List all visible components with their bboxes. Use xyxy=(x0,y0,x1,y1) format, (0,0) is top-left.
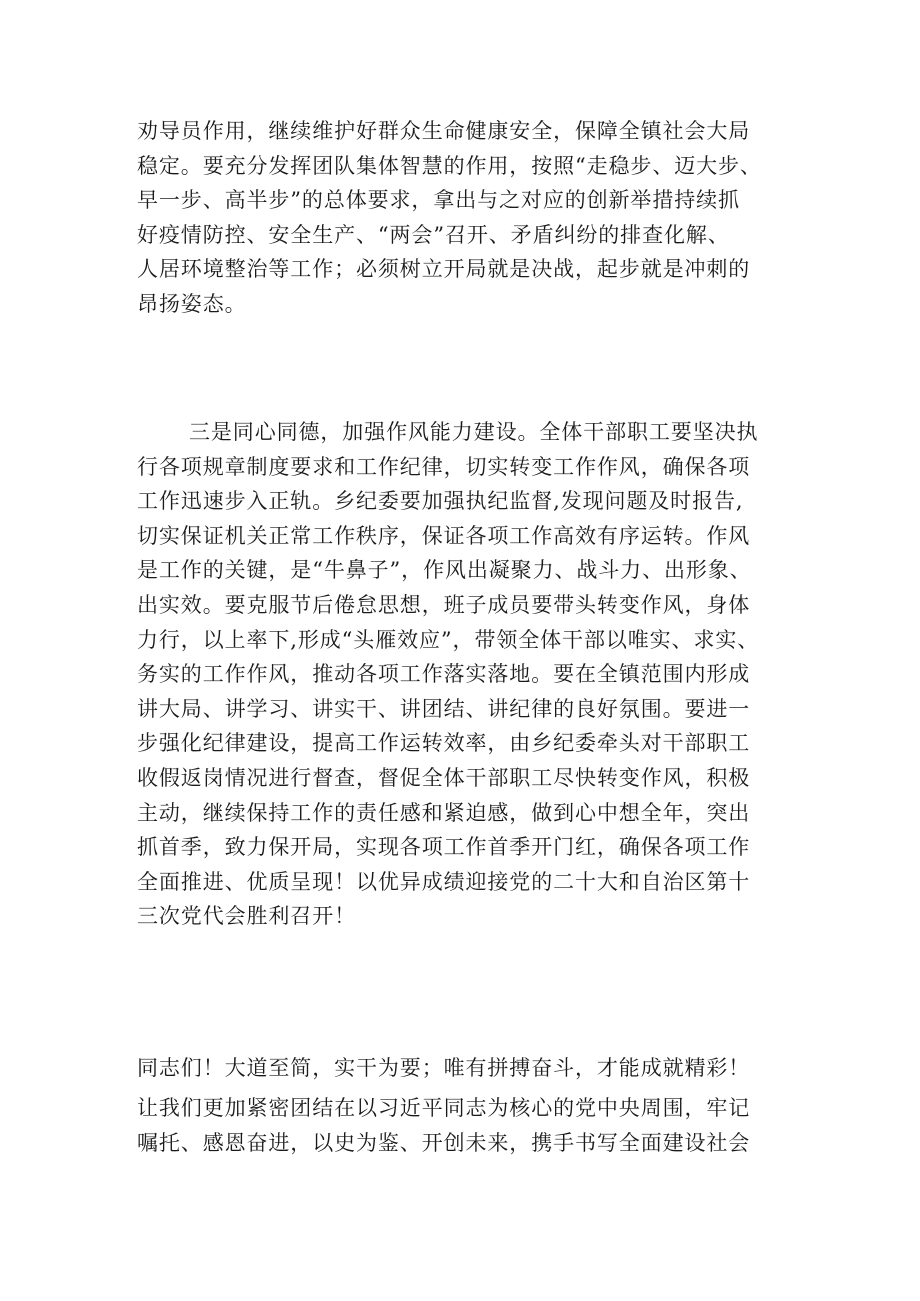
text-line: 步强化纪律建设，提高工作运转效率，由乡纪委牵头对干部职工 xyxy=(137,731,751,756)
text-line: 三次党代会胜利召开！ xyxy=(137,904,356,929)
paragraph-closing-unity xyxy=(137,1091,797,1160)
text-line: 早一步、高半步”的总体要求，拿出与之对应的创新举措持续抓 xyxy=(137,188,740,213)
text-line: 全面推进、优质呈现！以优异成绩迎接党的二十大和自治区第十 xyxy=(137,869,751,894)
text-line: 务实的工作作风，推动各项工作落实落地。要在全镇范围内形成 xyxy=(137,662,751,687)
text-line: 抓首季，致力保开局，实现各项工作首季开门红，确保各项工作 xyxy=(137,835,751,860)
text-line: 收假返岗情况进行督查，督促全体干部职工尽快转变作风，积极 xyxy=(137,765,751,790)
text-line: 让我们更加紧密团结在以习近平同志为核心的党中央周围，牢记 xyxy=(137,1096,751,1120)
paragraph-closing-call xyxy=(137,1051,797,1086)
text-line: 好疫情防控、安全生产、“两会”召开、矛盾纠纷的排查化解、 xyxy=(137,222,730,247)
text-line-first: 三是同心同德，加强作风能力建设。全体干部职工要坚决执 xyxy=(189,420,759,444)
text-line: 稳定。要充分发挥团队集体智慧的作用，按照“走稳步、迈大步、 xyxy=(137,153,762,178)
text-line: 行各项规章制度要求和工作纪律，切实转变工作作风，确保各项 xyxy=(137,454,751,479)
text-line: 昂扬姿态。 xyxy=(137,291,247,316)
text-line: 是工作的关键，是“牛鼻子”，作风出凝聚力、战斗力、出形象、 xyxy=(137,558,752,583)
text-line: 人居环境整治等工作；必须树立开局就是决战，起步就是冲刺的 xyxy=(137,257,751,282)
text-line: 劝导员作用，继续维护好群众生命健康安全，保障全镇社会大局 xyxy=(137,119,751,143)
paragraph-work-style xyxy=(137,415,797,934)
paragraph-continuation xyxy=(137,114,797,322)
text-line: 讲大局、讲学习、讲实干、讲团结、讲纪律的良好氛围。要进一 xyxy=(137,696,751,721)
text-line: 主动，继续保持工作的责任感和紧迫感，做到心中想全年，突出 xyxy=(137,800,751,825)
text-line: 切实保证机关正常工作秩序，保证各项工作高效有序运转。作风 xyxy=(137,523,751,548)
text-line: 出实效。要克服节后倦怠思想，班子成员要带头转变作风，身体 xyxy=(137,592,751,617)
text-line: 同志们！大道至简，实干为要；唯有拼搏奋斗，才能成就精彩！ xyxy=(137,1056,751,1080)
text-line: 工作迅速步入正轨。乡纪委要加强执纪监督,发现问题及时报告, xyxy=(137,489,744,514)
text-line: 嘱托、感恩奋进，以史为鉴、开创未来，携手书写全面建设社会 xyxy=(137,1130,751,1155)
text-line: 力行，以上率下,形成“头雁效应”，带领全体干部以唯实、求实、 xyxy=(137,627,760,652)
